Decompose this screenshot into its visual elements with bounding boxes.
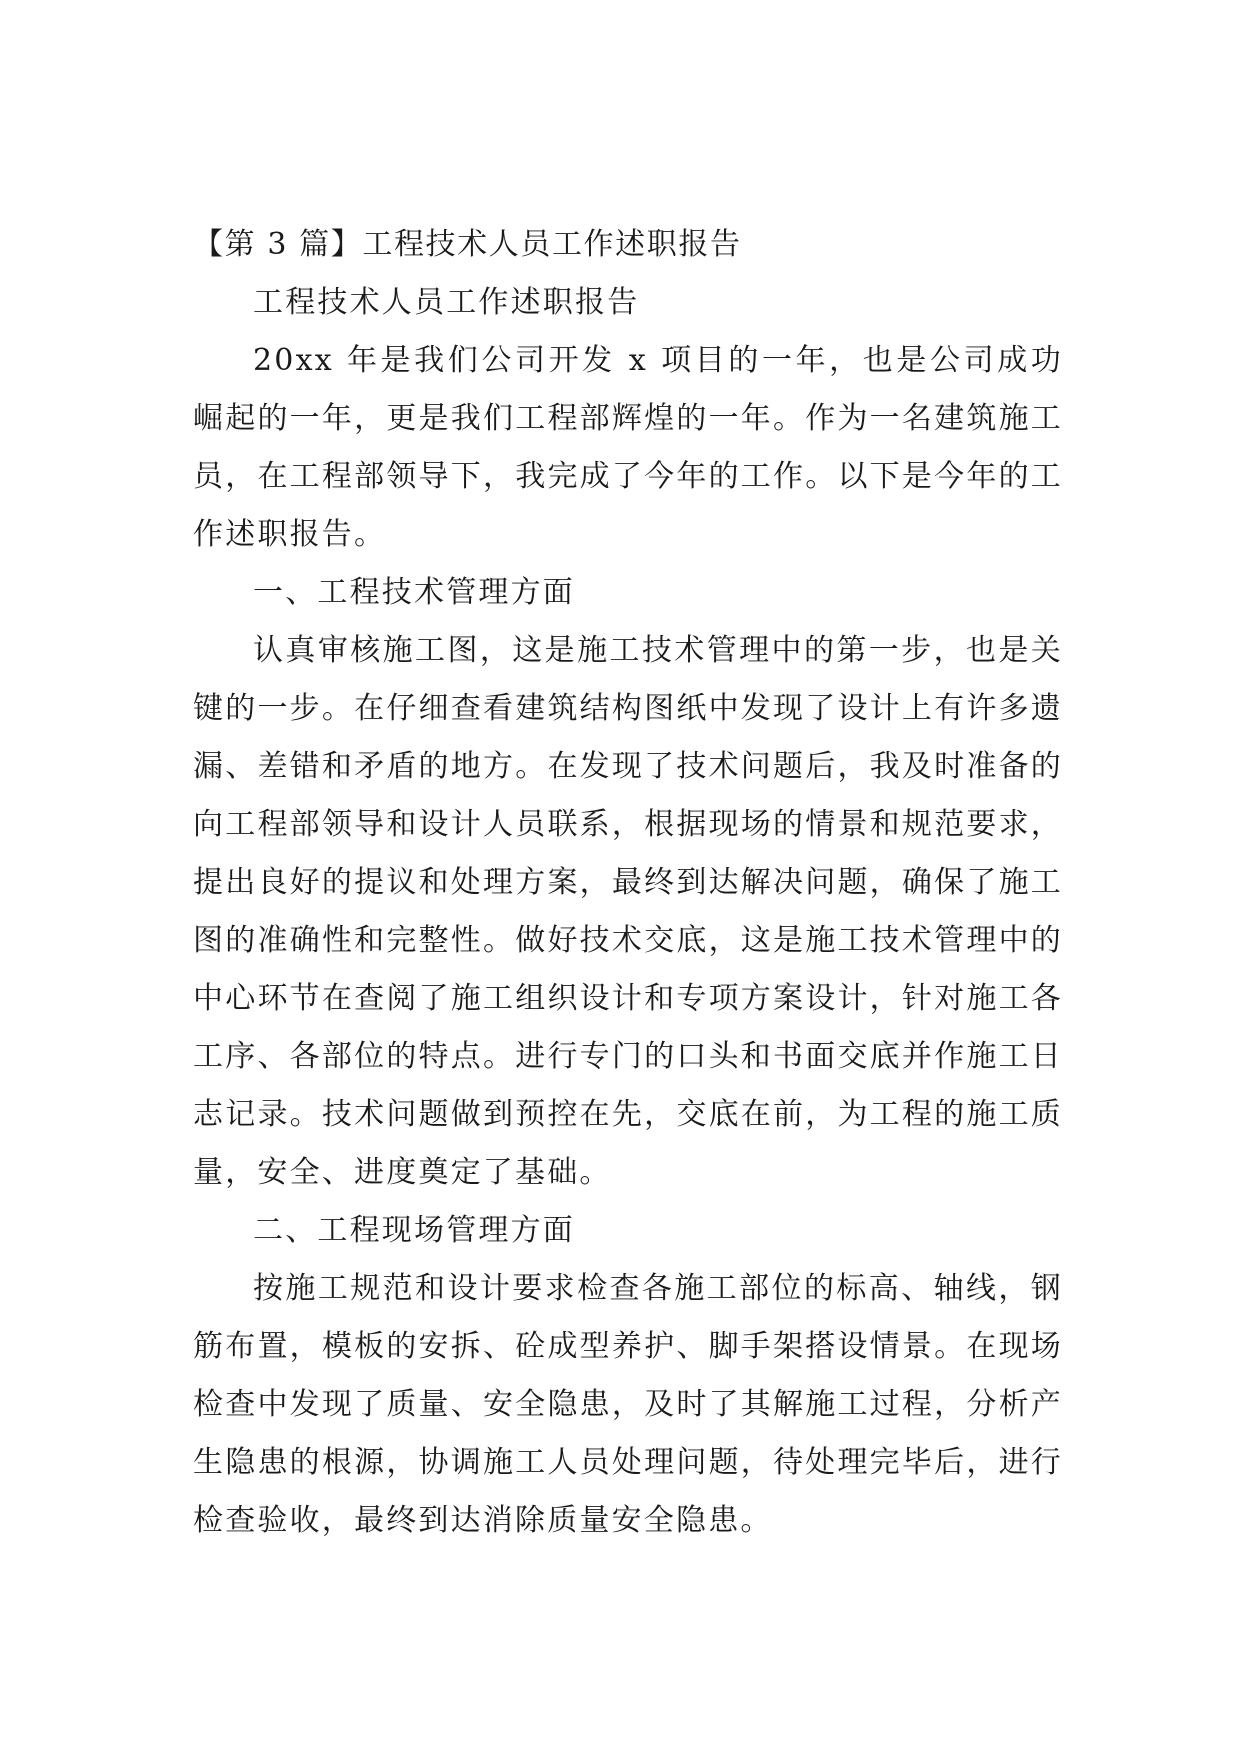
heading-site-management: 二、工程现场管理方面 xyxy=(253,1213,575,1248)
paragraph-intro: 20xx 年是我们公司开发 x 项目的一年，也是公司成功崛起的一年，更是我们工程部辉煌的一年。作为一名建筑施工员，在工程部领导下，我完成了今年的工作。以下是今年的工作述职报告。 xyxy=(193,343,1063,552)
report-title: 工程技术人员工作述职报告 xyxy=(253,285,640,320)
paragraph-site-management: 按施工规范和设计要求检查各施工部位的标高、轴线，钢筋布置，模板的安拆、砼成型养护、脚手架搭设情景。在现场检查中发现了质量、安全隐患，及时了其解施工过程，分析产生隐患的根源，协调施工人员处理问题，待处理完毕后，进行检查验收，最终到达消除质量安全隐患。 xyxy=(193,1271,1063,1538)
section-header-title: 【第 3 篇】工程技术人员工作述职报告 xyxy=(193,227,742,262)
paragraph-technical-management: 认真审核施工图，这是施工技术管理中的第一步，也是关键的一步。在仔细查看建筑结构图纸中发现了设计上有许多遗漏、差错和矛盾的地方。在发现了技术问题后，我及时准备的向工程部领导和设计人员联系，根据现场的情景和规范要求，提出良好的提议和处理方案，最终到达解决问题，确保了施工图的准确性和完整性。做好技术交底，这是施工技术管理中的中心环节在查阅了施工组织设计和专项方案设计，针对施工各工序、各部位的特点。进行专门的口头和书面交底并作施工日志记录。技术问题做到预控在先，交底在前，为工程的施工质量，安全、进度奠定了基础。 xyxy=(193,633,1063,1190)
document-body xyxy=(193,216,1063,1550)
heading-technical-management: 一、工程技术管理方面 xyxy=(253,575,575,610)
